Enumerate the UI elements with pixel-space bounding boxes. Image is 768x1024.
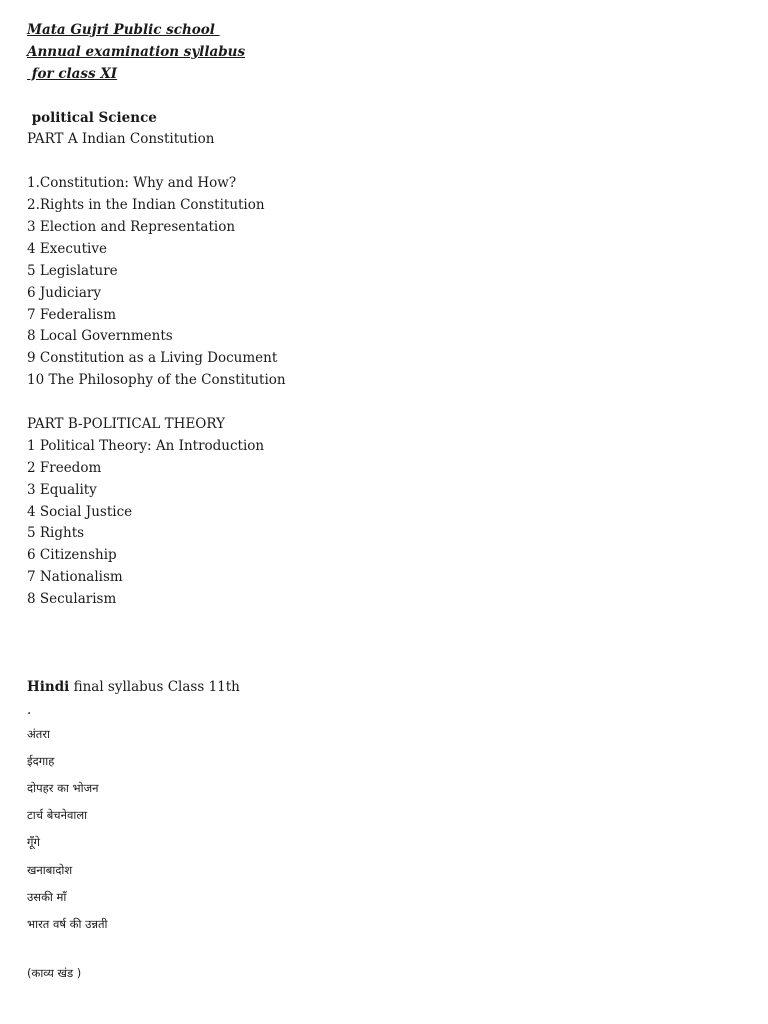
list-item: 4 Executive: [27, 240, 107, 257]
spacer: [27, 86, 747, 108]
hindi-heading-bold: Hindi: [27, 678, 70, 695]
school-name: Mata Gujri Public school: [27, 22, 220, 38]
spacer: [27, 938, 747, 960]
list-item: 4 Social Justice: [27, 503, 133, 520]
list-item: 6 Judiciary: [27, 284, 101, 301]
spacer: [27, 392, 747, 414]
list-item: 10 The Philosophy of the Constitution: [27, 372, 286, 389]
hindi-heading-rest: final syllabus Class 11th: [69, 678, 240, 695]
list-item: टार्च बेचनेवाला: [27, 808, 88, 823]
hindi-list: [27, 721, 747, 939]
hindi-heading: [27, 677, 747, 699]
list-item: 3 Election and Representation: [27, 219, 236, 236]
subject-heading: political Science: [27, 109, 157, 126]
spacer: [27, 151, 747, 173]
part-b-title: PART B-POLITICAL THEORY: [27, 416, 226, 433]
list-item: 1.Constitution: Why and How?: [27, 175, 237, 192]
list-item: खनाबादोश: [27, 862, 73, 877]
document-page: [27, 20, 747, 987]
poetry-section-label: (काव्य खंड ): [27, 966, 82, 981]
dot-marker: .: [27, 701, 32, 718]
list-item: 1 Political Theory: An Introduction: [27, 437, 265, 454]
part-a-title: PART A Indian Constitution: [27, 131, 215, 148]
list-item: उसकी माँ: [27, 889, 67, 904]
list-item: 5 Rights: [27, 525, 85, 542]
class-title: for class XI: [27, 65, 118, 82]
list-item: दोपहर का भोजन: [27, 780, 99, 795]
list-item: गूँगे: [27, 835, 40, 850]
list-item: 6 Citizenship: [27, 547, 117, 564]
list-item: 2.Rights in the Indian Constitution: [27, 197, 265, 214]
spacer: [27, 633, 747, 655]
part-a-list: [27, 173, 747, 392]
list-item: 8 Local Governments: [27, 328, 173, 345]
list-item: 7 Federalism: [27, 306, 116, 323]
spacer: [27, 611, 747, 633]
list-item: अंतरा: [27, 726, 51, 741]
list-item: 3 Equality: [27, 481, 97, 498]
list-item: 2 Freedom: [27, 459, 102, 476]
list-item: 9 Constitution as a Living Document: [27, 350, 278, 367]
list-item: भारत वर्ष की उन्नती: [27, 916, 108, 931]
list-item: 5 Legislature: [27, 262, 118, 279]
list-item: ईदगाह: [27, 753, 55, 768]
list-item: 7 Nationalism: [27, 569, 123, 586]
spacer: [27, 655, 747, 677]
list-item: 8 Secularism: [27, 591, 117, 608]
part-b-list: [27, 436, 747, 611]
exam-title: Annual examination syllabus: [27, 43, 246, 60]
